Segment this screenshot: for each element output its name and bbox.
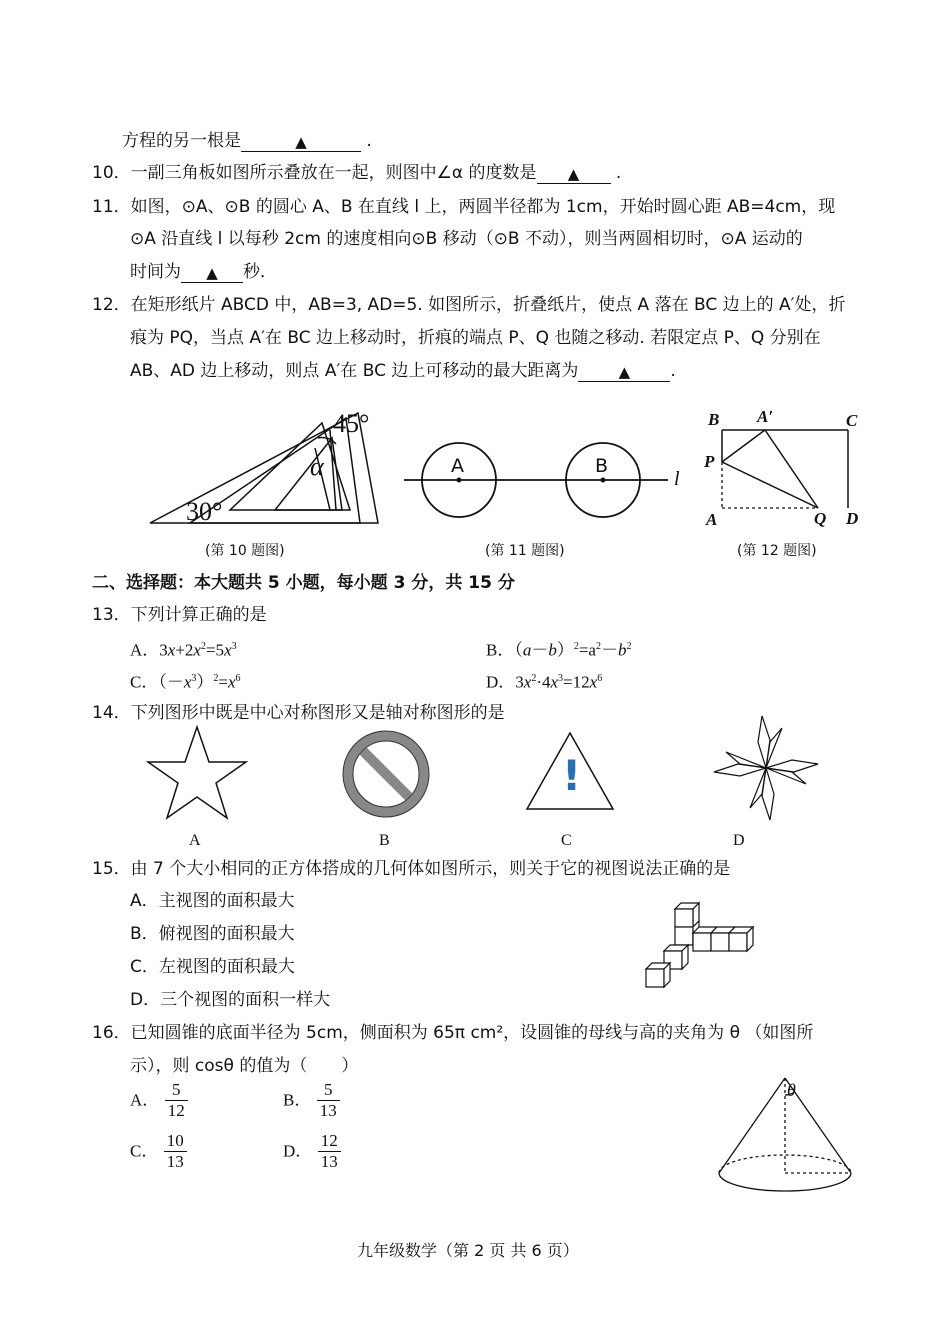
q13-option-b: B．$(a-b)^2=a^2-b^2$	[486, 640, 632, 660]
answer-blank: ▲	[537, 163, 611, 184]
q14-pinwheel-shape	[710, 712, 822, 824]
q15-cube-solid	[640, 895, 770, 995]
q14-label-b: B	[379, 832, 390, 849]
q14-label-c: C	[561, 832, 572, 849]
q9-tail: 方程的另一根是 ▲ .	[122, 131, 372, 151]
q14-label-d: D	[733, 832, 745, 849]
q16-theta: θ	[787, 1080, 796, 1100]
fig12-label-A: A	[706, 510, 718, 529]
answer-blank: ▲	[241, 131, 361, 152]
q12-line3: AB、AD 边上移动，则点 A′在 BC 边上可移动的最大距离为 ▲ .	[130, 361, 676, 381]
q14-stem: 14．下列图形中既是中心对称图形又是轴对称图形的是	[92, 703, 505, 723]
fig12-label-P: P	[704, 452, 715, 471]
q11-line1: 11．如图，⊙A、⊙B 的圆心 A、B 在直线 l 上，两圆半径都为 1cm，开始时圆心距 AB=4cm，现	[92, 197, 836, 217]
q16-option-a: A． $\frac{5}{12}$	[130, 1080, 188, 1121]
q15-stem: 15．由 7 个大小相同的正方体搭成的几何体如图所示，则关于它的视图说法正确的是	[92, 859, 731, 879]
q16-line2: 示），则 cosθ 的值为（ ）	[130, 1056, 359, 1076]
answer-blank: ▲	[181, 262, 243, 283]
fig11-caption: (第 11 题图)	[485, 543, 565, 559]
q16-line1: 16．已知圆锥的底面半径为 5cm，侧面积为 65π cm²，设圆锥的母线与高的夹角为 θ （如图所	[92, 1023, 814, 1043]
fig10-angle45: 45°	[333, 409, 370, 438]
fig10-angle30: 30°	[186, 497, 223, 526]
q14-exclamation-icon: !	[562, 751, 582, 800]
q13-stem: 13．下列计算正确的是	[92, 605, 267, 625]
q15-option-c: C．左视图的面积最大	[130, 957, 295, 977]
q10-line: 10．一副三角板如图所示叠放在一起，则图中∠α 的度数是 ▲ .	[92, 163, 622, 183]
q13-option-a: A．$3x+2x^2=5x^3$	[130, 640, 237, 660]
section-2-heading: 二、选择题：本大题共 5 小题，每小题 3 分，共 15 分	[92, 573, 515, 593]
q14-prohibition-sign	[342, 730, 430, 818]
fig12-label-B: B	[708, 410, 720, 429]
fig12-label-C: C	[846, 411, 858, 430]
q12-line1: 12．在矩形纸片 ABCD 中，AB=3, AD=5. 如图所示，折叠纸片，使点 A 落在 BC 边上的 A′处，折	[92, 295, 846, 315]
q16-option-c: C． $\frac{10}{13}$	[130, 1131, 187, 1172]
q15-option-d: D．三个视图的面积一样大	[130, 990, 331, 1010]
q13-option-c: C．$(-x^3)^2=x^6$	[130, 672, 241, 692]
fig11-label-l: l	[674, 468, 680, 490]
q15-option-b: B．俯视图的面积最大	[130, 924, 295, 944]
q16-option-b: B． $\frac{5}{13}$	[283, 1080, 340, 1121]
fig10-alpha: α	[310, 452, 324, 481]
page-footer: 九年级数学（第 2 页 共 6 页）	[357, 1241, 579, 1260]
fig11-label-A: A	[451, 455, 464, 477]
fig12-rectangle	[710, 410, 860, 520]
q15-option-a: A．主视图的面积最大	[130, 891, 295, 911]
q11-line3: 时间为 ▲ 秒．	[130, 262, 277, 282]
fig11-label-B: B	[595, 455, 609, 477]
q14-star-shape	[145, 725, 249, 820]
q12-line2: 痕为 PQ，当点 A′在 BC 边上移动时，折痕的端点 P、Q 也随之移动. 若限定点 P、Q 分别在	[130, 328, 821, 348]
fig12-caption: (第 12 题图)	[737, 543, 817, 559]
fig12-label-D: D	[846, 509, 859, 528]
fig10-caption: (第 10 题图)	[205, 543, 285, 559]
q13-option-d: D．$3x^2\cdot 4x^3=12x^6$	[486, 672, 603, 692]
q16-cone	[715, 1075, 855, 1200]
q11-line2: ⊙A 沿直线 l 以每秒 2cm 的速度相向⊙B 移动（⊙B 不动），则当两圆相切时，⊙A 运动的	[130, 229, 803, 249]
answer-blank: ▲	[578, 361, 670, 382]
fig11-circles	[400, 440, 680, 520]
fig12-label-A-prime: A′	[757, 407, 774, 426]
q16-option-d: D． $\frac{12}{13}$	[283, 1131, 341, 1172]
q14-label-a: A	[189, 832, 201, 849]
fig12-label-Q: Q	[814, 509, 827, 528]
